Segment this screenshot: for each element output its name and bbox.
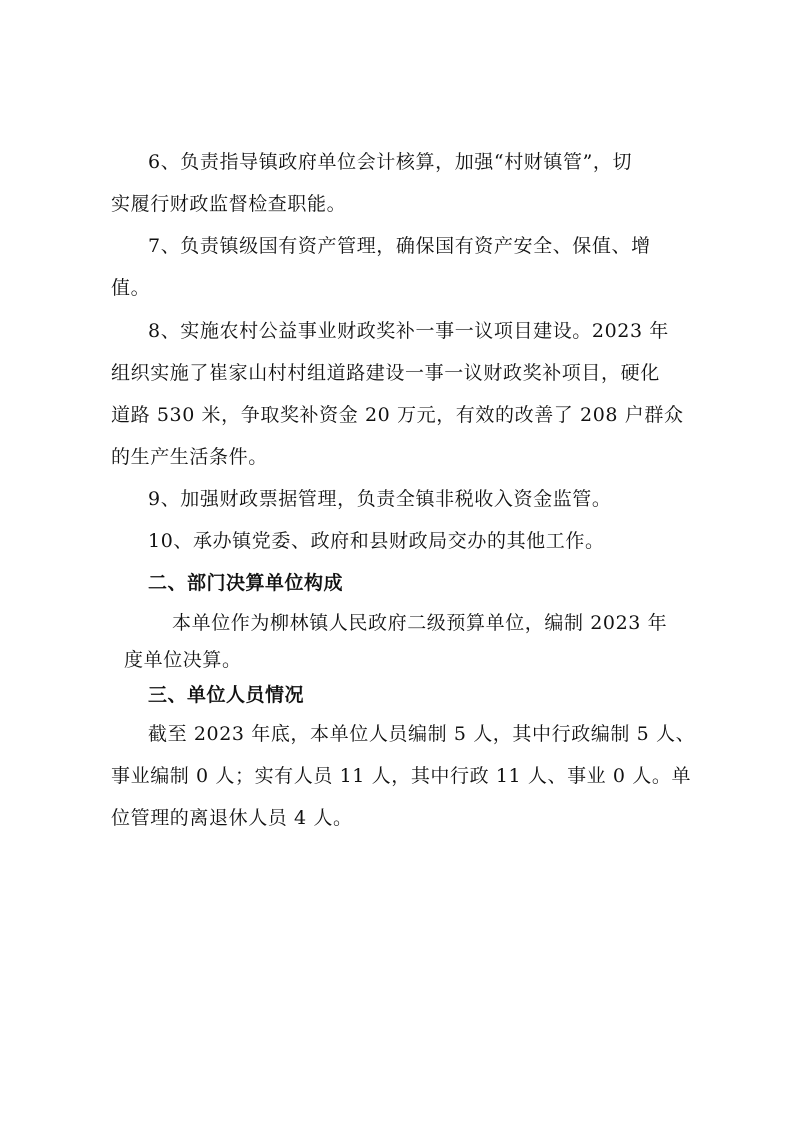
item-7-line-2: 值。: [111, 277, 151, 299]
section-2-heading: 二、部门决算单位构成: [148, 572, 344, 594]
item-6-line-1: 6、负责指导镇政府单位会计核算，加强“村财镇管”，切: [148, 151, 633, 173]
section-2-line-1: 本单位作为柳林镇人民政府二级预算单位，编制 2023 年: [172, 612, 668, 634]
item-9-line-1: 9、加强财政票据管理，负责全镇非税收入资金监管。: [148, 488, 612, 510]
item-8-line-4: 的生产生活条件。: [111, 446, 268, 468]
item-8-line-2: 组织实施了崔家山村村组道路建设一事一议财政奖补项目，硬化: [111, 362, 660, 384]
section-3-line-2: 事业编制 0 人；实有人员 11 人，其中行政 11 人、事业 0 人。单: [111, 765, 692, 787]
section-3-line-1: 截至 2023 年底，本单位人员编制 5 人，其中行政编制 5 人、: [148, 723, 696, 745]
section-2-line-2: 度单位决算。: [124, 649, 242, 671]
section-3-heading: 三、单位人员情况: [148, 684, 305, 706]
item-8-line-1: 8、实施农村公益事业财政奖补一事一议项目建设。2023 年: [148, 320, 669, 342]
section-3-line-3: 位管理的离退休人员 4 人。: [111, 807, 353, 829]
item-7-line-1: 7、负责镇级国有资产管理，确保国有资产安全、保值、增: [148, 235, 651, 257]
item-6-line-2: 实履行财政监督检查职能。: [111, 193, 347, 215]
item-8-line-3: 道路 530 米，争取奖补资金 20 万元，有效的改善了 208 户群众: [111, 404, 684, 426]
item-10-line-1: 10、承办镇党委、政府和县财政局交办的其他工作。: [148, 530, 605, 552]
